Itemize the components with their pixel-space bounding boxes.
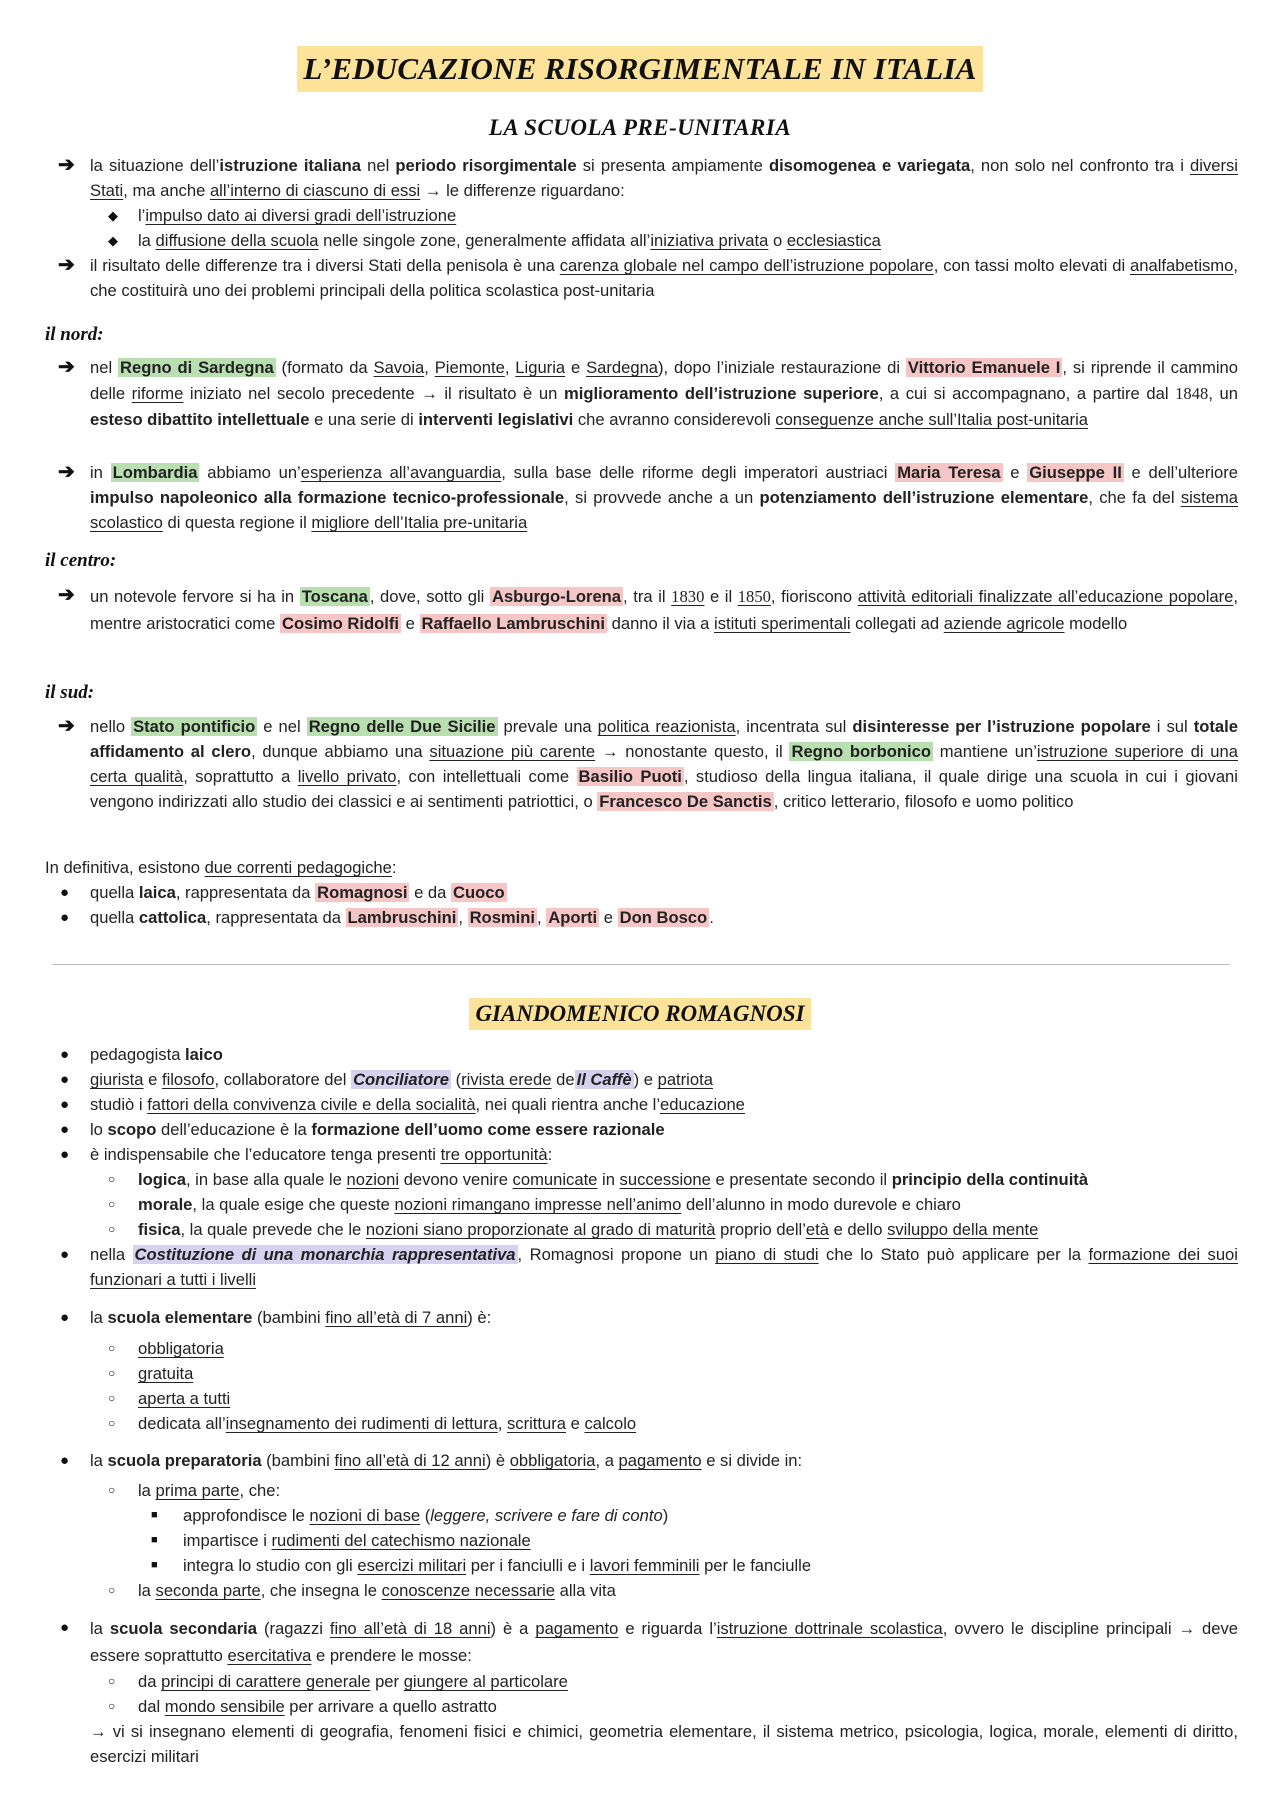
opportunita-logica: logica, in base alla quale le nozioni devono venire comunicate in successione e presentate secondo il principio della continuità xyxy=(138,1170,1089,1189)
nord-paragraph-1: nel Regno di Sardegna (formato da Savoia, Piemonte, Liguria e Sardegna), dopo l’iniziale restaurazione di Vittorio Emanuele I , si riprende il cammino delle riforme iniziato nel secolo precedente → il risultato è un miglioramento dell’istruzione superiore, a cui si accompagnano, a partire dal 1848, un esteso dibattito intellettuale e una serie di interventi legislativi che avranno considerevoli conseguenze anche sull’Italia post-unitaria xyxy=(90,358,1238,429)
sud-paragraph: nello Stato pontificio e nel Regno delle Due Sicilie prevale una politica reazionista, incentrata sul disinteresse per l’istruzione popolare i sul totale affidamento al clero, dunque abbiamo una situazione più carente → nonostante questo, il Regno borbonico mantiene un’istruzione superiore di una certa qualità, soprattutto a livello privato, con intellettuali come Basilio Puoti , studioso della lingua italiana, il quale dirige una scuola in cui i giovani vengono indirizzati allo studio dei classici e ai sentimenti patriottici, o Francesco De Sanctis , critico letterario, filosofo e uomo politico xyxy=(90,717,1238,811)
bullet-dot-icon: ● xyxy=(60,1619,70,1636)
secondaria-item: da principi di carattere generale per giungere al particolare xyxy=(138,1672,568,1691)
section-divider xyxy=(52,964,1230,965)
scuola-elementare: la scuola elementare (bambini fino all’età di 7 anni) è: xyxy=(90,1308,492,1327)
section-title: LA SCUOLA PRE-UNITARIA xyxy=(488,115,792,140)
circle-bullet-icon: ○ xyxy=(108,1699,116,1713)
bullet-dot-icon: ● xyxy=(60,1096,70,1113)
nord-paragraph-2: in Lombardia abbiamo un’esperienza all’avanguardia, sulla base delle riforme degli imperatori austriaci Maria Teresa e Giuseppe II e dell’ulteriore impulso napoleonico alla formazione tecnico-professionale, si provvede anche a un potenziamento dell’istruzione elementare, che fa del sistema scolastico di questa regione il migliore dell’Italia pre-unitaria xyxy=(90,463,1238,532)
prima-parte: la prima parte, che: xyxy=(138,1481,281,1500)
circle-bullet-icon: ○ xyxy=(108,1366,116,1380)
centro-paragraph: un notevole fervore si ha in Toscana , dove, sotto gli Asburgo-Lorena , tra il 1830 e il 1850, fioriscono attività editoriali finalizzate all’educazione popolare, mentre aristocratici come Cosimo Ridolfi e Raffaello Lambruschini danno il via a istituti sperimentali collegati ad aziende agricole modello xyxy=(90,587,1239,633)
prima-parte-item: approfondisce le nozioni di base (leggere, scrivere e fare di conto) xyxy=(183,1506,669,1525)
bullet-dot-icon: ● xyxy=(60,1071,70,1088)
bullet-dot-icon: ● xyxy=(60,1452,70,1469)
arrow-bullet-icon: ➔ xyxy=(58,154,75,176)
circle-bullet-icon: ○ xyxy=(108,1341,116,1355)
square-bullet-icon: ■ xyxy=(151,1509,158,1521)
document-title: L’EDUCAZIONE RISORGIMENTALE IN ITALIA xyxy=(297,46,982,92)
corrente-cattolica: quella cattolica, rappresentata da Lambruschini , Rosmini , Aporti e Don Bosco . xyxy=(90,908,714,927)
romagnosi-point-5: è indispensabile che l’educatore tenga presenti tre opportunità: xyxy=(90,1145,553,1164)
romagnosi-heading: GIANDOMENICO ROMAGNOSI xyxy=(469,998,810,1030)
prima-parte-item: integra lo studio con gli esercizi militari per i fanciulli e i lavori femminili per le fanciulle xyxy=(183,1556,812,1575)
circle-bullet-icon: ○ xyxy=(108,1197,116,1211)
arrow-bullet-icon: ➔ xyxy=(58,356,75,378)
elementare-item: aperta a tutti xyxy=(138,1389,231,1408)
prima-parte-item: impartisce i rudimenti del catechismo nazionale xyxy=(183,1531,531,1550)
opportunita-fisica: fisica, la quale prevede che le nozioni siano proporzionate al grado di maturità proprio dell’età e dello sviluppo della mente xyxy=(138,1220,1039,1239)
region-label-nord: il nord: xyxy=(45,324,104,345)
romagnosi-heading-wrap xyxy=(0,998,1280,1030)
square-bullet-icon: ■ xyxy=(151,1559,158,1571)
romagnosi-point-1: pedagogista laico xyxy=(90,1045,223,1064)
circle-bullet-icon: ○ xyxy=(108,1222,116,1236)
arrow-bullet-icon: ➔ xyxy=(58,254,75,276)
romagnosi-point-3: studiò i fattori della convivenza civile e della socialità, nei quali rientra anche l’educazione xyxy=(90,1095,745,1114)
bullet-dot-icon: ● xyxy=(60,1146,70,1163)
circle-bullet-icon: ○ xyxy=(108,1391,116,1405)
romagnosi-point-6: nella Costituzione di una monarchia rappresentativa , Romagnosi propone un piano di studi che lo Stato può applicare per la formazione dei suoi funzionari a tutti i livelli xyxy=(90,1245,1238,1289)
document-title-wrap xyxy=(0,46,1280,92)
bullet-dot-icon: ● xyxy=(60,1046,70,1063)
arrow-bullet-icon: ➔ xyxy=(58,584,75,606)
bullet-dot-icon: ● xyxy=(60,884,70,901)
secondaria-materie: → vi si insegnano elementi di geografia, fenomeni fisici e chimici, geometria elementare, il sistema metrico, psicologia, logica, morale, elementi di diritto, esercizi militari xyxy=(90,1722,1238,1766)
intro-paragraph-1: la situazione dell’istruzione italiana nel periodo risorgimentale si presenta ampiamente disomogenea e variegata, non solo nel confronto tra i diversi Stati, ma anche all’interno di ciascuno di essi → le differenze riguardano: xyxy=(90,156,1238,200)
opportunita-morale: morale, la quale esige che queste nozioni rimangano impresse nell’animo dell’alunno in modo durevole e chiaro xyxy=(138,1195,961,1214)
bullet-dot-icon: ● xyxy=(60,909,70,926)
bullet-dot-icon: ● xyxy=(60,1121,70,1138)
intro-diff-1: l’impulso dato ai diversi gradi dell’istruzione xyxy=(138,206,457,225)
square-bullet-icon: ■ xyxy=(151,1534,158,1546)
arrow-bullet-icon: ➔ xyxy=(58,461,75,483)
secondaria-item: dal mondo sensibile per arrivare a quello astratto xyxy=(138,1697,497,1716)
scuola-preparatoria: la scuola preparatoria (bambini fino all’età di 12 anni) è obbligatoria, a pagamento e si divide in: xyxy=(90,1451,803,1470)
seconda-parte: la seconda parte, che insegna le conoscenze necessarie alla vita xyxy=(138,1581,616,1600)
circle-bullet-icon: ○ xyxy=(108,1583,116,1597)
circle-bullet-icon: ○ xyxy=(108,1416,116,1430)
elementare-item: gratuita xyxy=(138,1364,194,1383)
elementare-item: obbligatoria xyxy=(138,1339,224,1358)
intro-diff-2: la diffusione della scuola nelle singole zone, generalmente affidata all’iniziativa privata o ecclesiastica xyxy=(138,231,881,250)
diamond-bullet-icon: ◆ xyxy=(108,208,118,223)
region-label-sud: il sud: xyxy=(45,682,95,703)
circle-bullet-icon: ○ xyxy=(108,1172,116,1186)
romagnosi-point-2: giurista e filosofo, collaboratore del Conciliatore (rivista erede de Il Caffè ) e patriota xyxy=(90,1070,713,1089)
arrow-bullet-icon: ➔ xyxy=(58,715,75,737)
circle-bullet-icon: ○ xyxy=(108,1674,116,1688)
elementare-item: dedicata all’insegnamento dei rudimenti di lettura, scrittura e calcolo xyxy=(138,1414,637,1433)
bullet-dot-icon: ● xyxy=(60,1246,70,1263)
circle-bullet-icon: ○ xyxy=(108,1483,116,1497)
intro-paragraph-2: il risultato delle differenze tra i diversi Stati della penisola è una carenza globale nel campo dell’istruzione popolare, con tassi molto elevati di analfabetismo, che costituirà uno dei problemi principali della politica scolastica post-unitaria xyxy=(90,256,1238,300)
romagnosi-point-4: lo scopo dell’educazione è la formazione dell’uomo come essere razionale xyxy=(90,1120,665,1139)
definitiva-intro: In definitiva, esistono due correnti pedagogiche: xyxy=(45,858,397,877)
scuola-secondaria: la scuola secondaria (ragazzi fino all’età di 18 anni) è a pagamento e riguarda l’istruzione dottrinale scolastica, ovvero le discipline principali → deve essere soprattutto esercitativa e prendere le mosse: xyxy=(90,1619,1239,1665)
bullet-dot-icon: ● xyxy=(60,1309,70,1326)
region-label-centro: il centro: xyxy=(45,550,117,571)
corrente-laica: quella laica, rappresentata da Romagnosi e da Cuoco xyxy=(90,883,505,902)
diamond-bullet-icon: ◆ xyxy=(108,233,118,248)
